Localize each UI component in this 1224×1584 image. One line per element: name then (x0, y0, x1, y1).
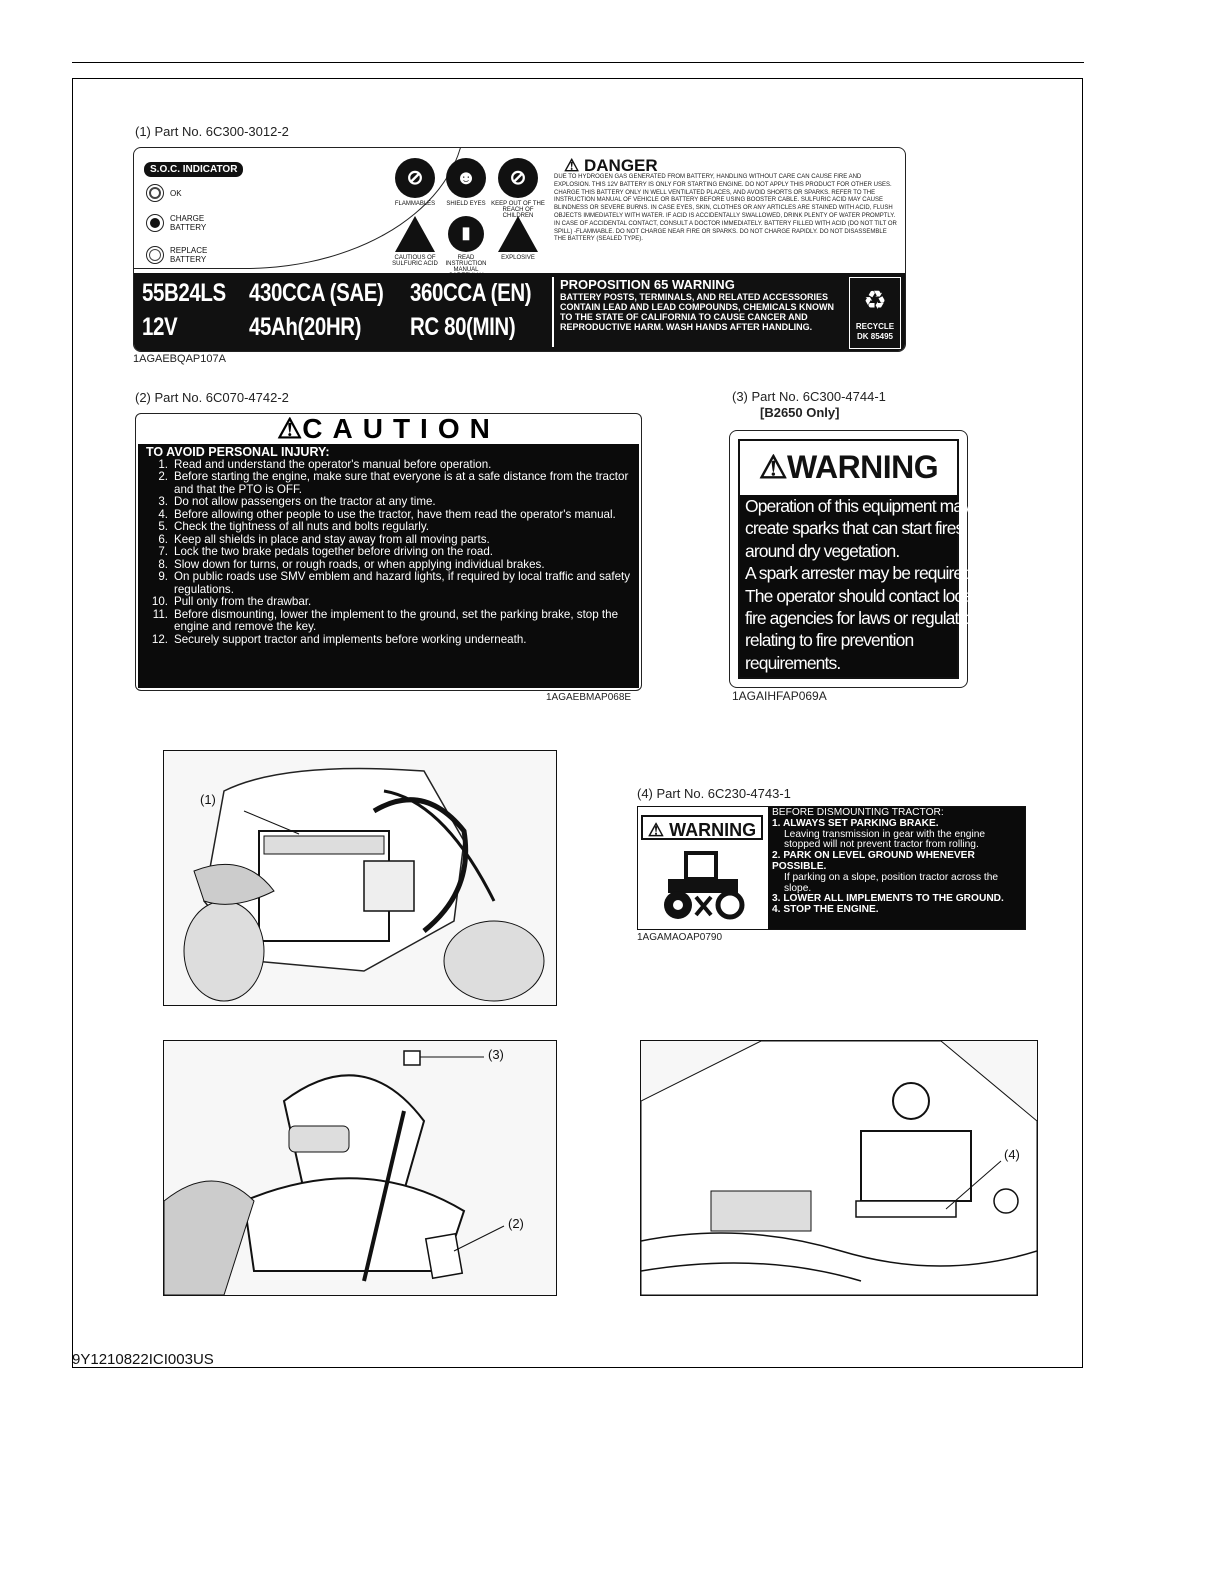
soc-replace-row (146, 246, 210, 264)
no-children-icon: ⊘ (498, 158, 538, 198)
hazard-children (489, 158, 547, 219)
callout-4: (4) (1004, 1147, 1020, 1162)
part3-caption: (3) Part No. 6C300-4744-1 (732, 389, 886, 404)
caution-item-number: 2. (158, 470, 168, 483)
hazard-manual (437, 216, 495, 279)
spec-cca-en: 360CCA (EN) (410, 279, 532, 307)
soc-ok-row (146, 184, 182, 202)
caution-item-text: Lock the two brake pedals together before driving on the road. (174, 545, 494, 558)
caution-item-number: 8. (158, 557, 168, 571)
danger-text: DUE TO HYDROGEN GAS GENERATED FROM BATTERY, HANDLING WITHOUT CARE CAN CAUSE FIRE AND EXPLOSION. THIS 12V BATTERY IS ONLY FOR STARTING ENGINE. DO NOT APPLY THIS PRODUCT FOR OTHER USES. CHARGE THIS BATTERY ONLY IN WELL VENTILATED PLACES, AND AVOID SHORTS OR SPARKS. REFER TO THE INSTRUCTION MANUAL OF VEHICLE OR BATTERY BEFORE USING BOOSTER CABLE. SULFURIC ACID MAY CAUSE BLINDNESS OR SEVERE BURNS. IN CASE EYES, SKIN, CLOTHES OR ANY ARTICLES ARE STAINED WITH ACID, FLUSH OBJECTS IMMEDIATELY WITH WATER. IF ACID IS ACCIDENTALLY SWALLOWED, DRINK PLENTY OF WATER PROMPTLY. IN CASE OF ACCIDENTAL CONTACT, CONSULT A DOCTOR IMMEDIATELY. BATTERY FILLED WITH ACID (DO NOT TILT OR SPILL) -FLAMMABLE. DO NOT CHARGE NEAR FIRE OR SPARKS. DO NOT CHARGE RAPIDLY. DO NOT DISASSEMBLE THE BATTERY (SEALED TYPE). (554, 174, 897, 243)
caution-item-text: Do not allow passengers on the tractor at any time. (174, 495, 436, 508)
warning3-line: relating to fire prevention (745, 630, 914, 651)
engine-bay-illustration (641, 1041, 1037, 1295)
hazard-shield-eyes-label: SHIELD EYES (446, 201, 486, 207)
hazard-shield-eyes (437, 158, 495, 207)
hazard-flammables-label: FLAMMABLES (394, 201, 436, 207)
warning-triangle-icon: ⚠ (647, 820, 665, 840)
caution-item-number: 1. (158, 457, 168, 471)
caution-item-number: 10. (151, 595, 168, 608)
part4-caption: (4) Part No. 6C230-4743-1 (637, 786, 791, 801)
danger-title: ⚠ DANGER (564, 156, 658, 175)
part1-caption: (1) Part No. 6C300-3012-2 (135, 124, 289, 139)
hazard-explosive-label: EXPLOSIVE (501, 255, 535, 261)
spec-voltage: 12V (142, 313, 178, 341)
soc-charge-label: CHARGE BATTERY (170, 214, 207, 232)
spec-cca-sae: 430CCA (SAE) (249, 279, 384, 307)
soc-ok-label: OK (170, 188, 182, 198)
warning4-step1: 1. ALWAYS SET PARKING BRAKE. (772, 817, 939, 829)
callout-2: (2) (508, 1216, 524, 1231)
caution-item-number: 11. (152, 607, 168, 621)
caution-item-number: 3. (158, 495, 168, 508)
hazard-children-label: KEEP OUT OF THE REACH OF CHILDREN (491, 201, 545, 219)
battery-label (133, 147, 906, 352)
warning3-line: create sparks that can start fires (745, 518, 964, 539)
caution-item-text: Pull only from the drawbar. (174, 595, 312, 608)
caution-item-number: 4. (158, 507, 168, 521)
warning4-step4: 4. STOP THE ENGINE. (772, 904, 879, 916)
caution-item-text: Before starting the engine, make sure that everyone is at a safe distance from the tractor and that the PTO is OFF. (174, 470, 629, 496)
caution-item-text: Read and understand the operator's manual before operation. (174, 457, 492, 471)
seat-illustration (164, 1041, 556, 1295)
caution-item (146, 546, 631, 559)
callout-3: (3) (488, 1047, 504, 1062)
battery-photo (163, 750, 557, 1006)
recycle-word: RECYCLE (855, 322, 895, 331)
soc-replace-icon (146, 246, 164, 264)
engine-bay-photo (640, 1040, 1038, 1296)
caution-item (146, 521, 631, 534)
fig1-id: 1AGAEBQAP107A (133, 353, 226, 365)
prop65-title: PROPOSITION 65 WARNING (560, 277, 735, 292)
document-id: 9Y1210822ICI003US (72, 1351, 214, 1368)
hazard-explosive (489, 216, 547, 261)
caution-item-text: Before dismounting, lower the implement to the ground, set the parking brake, stop the engine and remove the key. (174, 607, 619, 633)
prop65-text: BATTERY POSTS, TERMINALS, AND RELATED ACCESSORIES CONTAIN LEAD AND LEAD COMPOUNDS, CHEMICALS KNOWN TO THE STATE OF CALIFORNIA TO CAUSE CANCER AND REPRODUCTIVE HARM. WASH HANDS AFTER HANDLING. (560, 292, 834, 332)
warning3-head: ⚠WARNING (758, 449, 939, 485)
part2-caption: (2) Part No. 6C070-4742-2 (135, 390, 289, 405)
soc-charge-icon (146, 214, 164, 232)
caution-head: ⚠CAUTION (277, 413, 500, 444)
warning4-body (768, 807, 1025, 929)
caution-item (146, 571, 631, 596)
caution-item (146, 471, 631, 496)
callout-1: (1) (200, 792, 216, 807)
spec-model: 55B24LS (142, 279, 226, 307)
acid-warning-icon (395, 216, 435, 252)
spec-rc: RC 80(MIN) (410, 313, 516, 341)
part3-note: [B2650 Only] (760, 405, 840, 420)
warning3-label (729, 430, 987, 688)
caution-item-text: Keep all shields in place and stay away from all moving parts. (174, 532, 490, 546)
warning4-label (637, 806, 1026, 930)
caution-item-text: Check the tightness of all nuts and bolts regularly. (174, 520, 429, 533)
caution-item-number: 6. (158, 532, 168, 546)
prop65-warning (552, 277, 844, 347)
caution-label (135, 413, 642, 691)
warning4-head: ⚠ WARNING (641, 815, 763, 840)
explosion-icon (498, 216, 538, 252)
warning3-body (740, 495, 987, 677)
caution-body (138, 444, 639, 688)
goggles-icon: ☻ (446, 158, 486, 198)
caution-title: TO AVOID PERSONAL INJURY: (146, 445, 330, 459)
hazard-flammables (386, 158, 444, 207)
warning4-step2: 2. PARK ON LEVEL GROUND WHENEVER POSSIBLE. (772, 850, 975, 872)
header-rule (72, 62, 1084, 63)
warning4-step1-detail: Leaving transmission in gear with the engine stopped will not prevent tractor from rolling. (784, 828, 986, 851)
battery-illustration (164, 751, 556, 1005)
caution-item-text: Slow down for turns, or rough roads, or when applying individual brakes. (174, 557, 545, 571)
warning3-line: requirements. (745, 652, 841, 673)
fig3-id: 1AGAIHFAP069A (732, 689, 827, 703)
caution-item (146, 609, 631, 634)
warning-triangle-icon: ⚠ (758, 449, 788, 485)
no-flame-icon: ⊘ (395, 158, 435, 198)
warning3-line: fire agencies for laws or regulations (745, 608, 987, 629)
battery-spec-panel (134, 273, 905, 351)
spec-capacity: 45Ah(20HR) (249, 313, 362, 341)
warning3-line: around dry vegetation. (745, 540, 900, 561)
soc-ok-icon (146, 184, 164, 202)
caution-item-number: 7. (158, 545, 168, 558)
recycle-code: DK 85495 (856, 332, 894, 341)
fig2-id: 1AGAEBMAP068E (546, 692, 632, 703)
fig4-id: 1AGAMAOAP0790 (637, 932, 723, 943)
hazard-manual-label: READ INSTRUCTION MANUAL (445, 255, 487, 273)
warning3-line: Operation of this equipment may (745, 496, 971, 516)
hazard-acid-label: CAUTIOUS OF SULFURIC ACID (392, 255, 438, 267)
caution-item (146, 496, 631, 509)
hazard-acid (386, 216, 444, 267)
caution-item-number: 5. (158, 520, 168, 533)
soc-charge-row (146, 214, 210, 232)
warning4-step2-detail: If parking on a slope, position tractor across the slope. (784, 871, 999, 894)
seat-photo (163, 1040, 557, 1296)
caution-item (146, 596, 631, 609)
recycle-badge (849, 277, 901, 349)
recycle-icon: ♻ (863, 285, 887, 315)
caution-list (146, 459, 631, 647)
warning3-line: A spark arrester may be required. (745, 563, 975, 584)
caution-item-text: Before allowing other people to use the tractor, have them read the operator's manual. (174, 507, 616, 521)
caution-item-number: 9. (158, 570, 168, 583)
warning4-step3: 3. LOWER ALL IMPLEMENTS TO THE GROUND. (772, 893, 1004, 905)
warning-triangle-icon: ⚠ (564, 156, 580, 175)
soc-replace-label: REPLACE BATTERY (170, 246, 208, 264)
book-icon: ▮ (448, 216, 484, 252)
tractor-rolling-icon (656, 845, 752, 925)
caution-item-number: 12. (151, 632, 168, 646)
soc-title: S.O.C. INDICATOR (144, 162, 243, 177)
caution-item (146, 634, 631, 647)
warning4-title: BEFORE DISMOUNTING TRACTOR: (772, 807, 944, 818)
caution-item-text: Securely support tractor and implements before working underneath. (174, 632, 527, 646)
warning-triangle-icon: ⚠ (277, 413, 303, 444)
warning3-line: The operator should contact local (745, 585, 975, 606)
caution-item-text: On public roads use SMV emblem and hazard lights, if required by local traffic and safety regulations. (174, 570, 631, 596)
